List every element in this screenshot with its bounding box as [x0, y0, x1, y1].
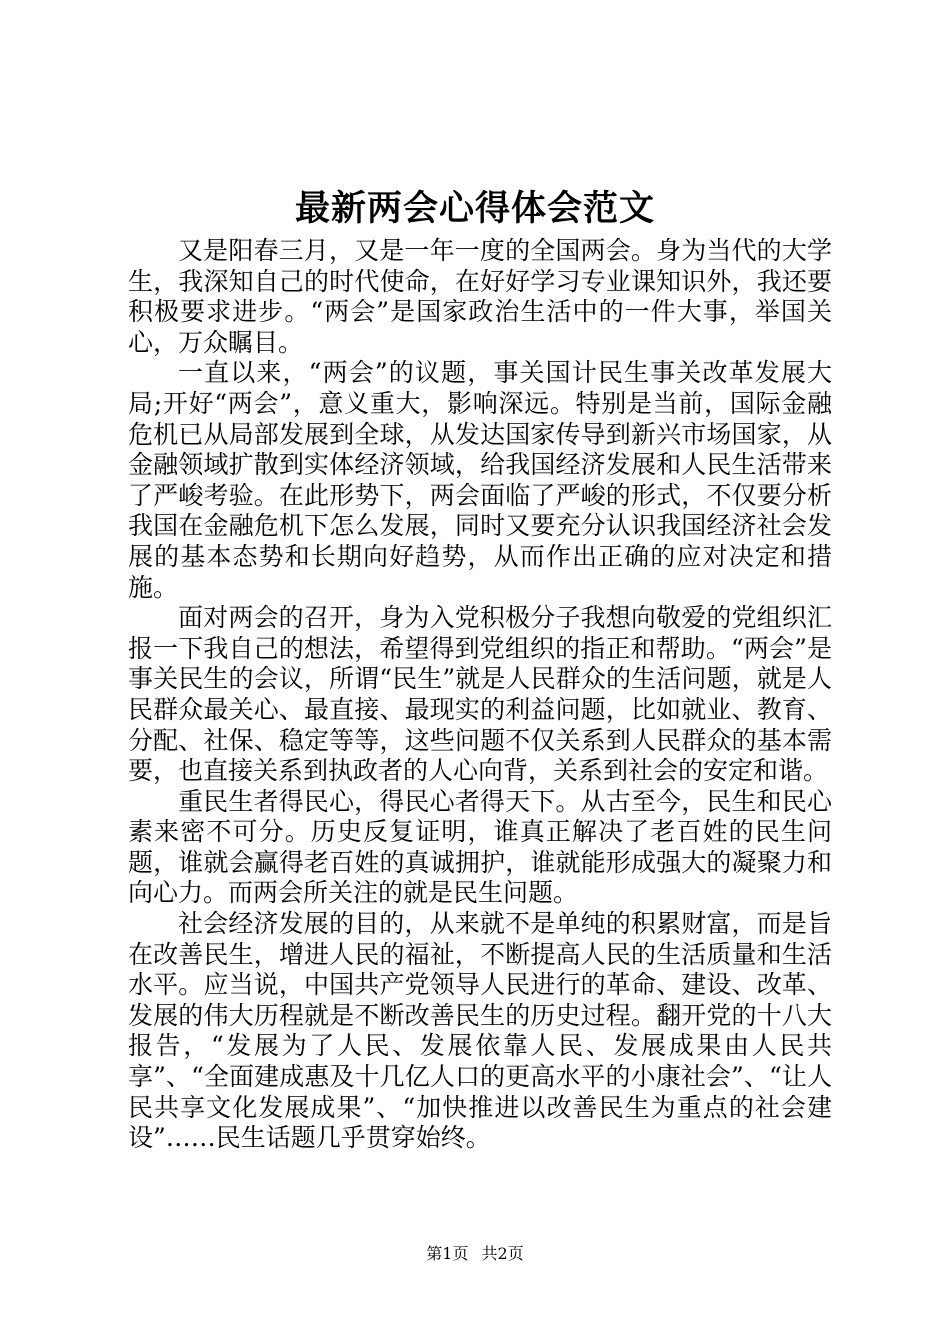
- document-title: 最新两会心得体会范文: [294, 188, 655, 229]
- page-number-total: 共2页: [481, 1244, 524, 1263]
- paragraph-2: 一直以来，“两会”的议题，事关国计民生事关改革发展大局;开好“两会”，意义重大，影响深远。特别是当前，国际金融危机已从局部发展到全球，从发达国家传导到新兴市场国家，从金融领域扩散到实体经济领域，给我国经济发展和人民生活带来了严峻考验。在此形势下，两会面临了严峻的形式，不仅要分析我国在金融危机下怎么发展，同时又要充分认识我国经济社会发展的基本态势和长期向好趋势，从而作出正确的应对决定和措施。: [128, 358, 832, 602]
- paragraph-5: 社会经济发展的目的，从来就不是单纯的积累财富，而是旨在改善民生，增进人民的福祉，不断提高人民的生活质量和生活水平。应当说，中国共产党领导人民进行的革命、建设、改革、发展的伟大历程就是不断改善民生的历史过程。翻开党的十八大报告，“发展为了人民、发展依靠人民、发展成果由人民共享”、“全面建成惠及十几亿人口的更高水平的小康社会”、“让人民共享文化发展成果”、“加快推进以改善民生为重点的社会建设”……民生话题几乎贯穿始终。: [128, 909, 832, 1153]
- paragraph-4: 重民生者得民心，得民心者得天下。从古至今，民生和民心素来密不可分。历史反复证明，谁真正解决了老百姓的民生问题，谁就会赢得老百姓的真诚拥护，谁就能形成强大的凝聚力和向心力。而两会所关注的就是民生问题。: [128, 786, 832, 908]
- page-footer: [0, 1244, 950, 1264]
- document-body: [128, 236, 832, 1154]
- page-number-current: 第1页: [426, 1244, 469, 1263]
- paragraph-3: 面对两会的召开，身为入党积极分子我想向敬爱的党组织汇报一下我自己的想法，希望得到党组织的指正和帮助。“两会”是事关民生的会议，所谓“民生”就是人民群众的生活问题，就是人民群众最关心、最直接、最现实的利益问题，比如就业、教育、分配、社保、稳定等等，这些问题不仅关系到人民群众的基本需要，也直接关系到执政者的人心向背，关系到社会的安定和谐。: [128, 603, 832, 786]
- paragraph-1: 又是阳春三月，又是一年一度的全国两会。身为当代的大学生，我深知自己的时代使命，在好好学习专业课知识外，我还要积极要求进步。“两会”是国家政治生活中的一件大事，举国关心，万众瞩目。: [128, 236, 832, 357]
